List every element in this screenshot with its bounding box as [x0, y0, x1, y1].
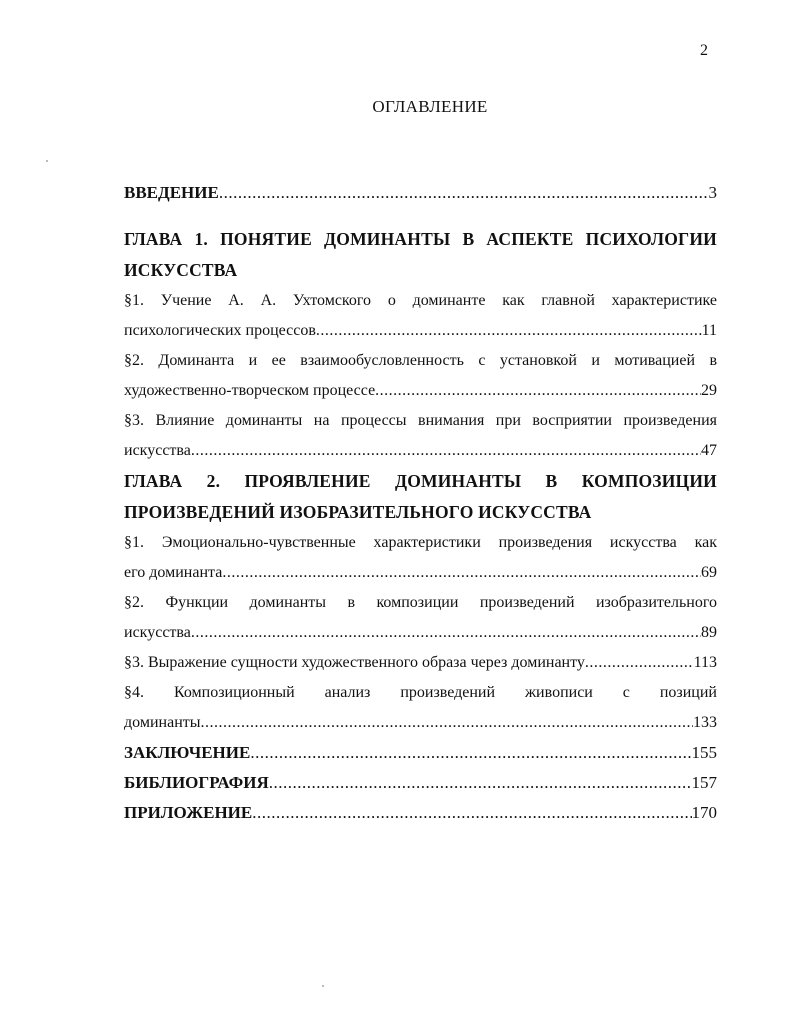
toc-entry-page: 157 [691, 773, 717, 792]
toc-entry-label: художественно-творческом процессе [124, 382, 376, 399]
toc-section-1-1-line-1: §1. Учение А. А. Ухтомского о доминанте как главной характеристике [124, 292, 717, 309]
toc-entry-appendix [124, 798, 717, 828]
toc-entry-label: БИБЛИОГРАФИЯ [124, 773, 269, 792]
toc-entry-bibliography [124, 768, 717, 798]
toc-entry-label: §3. Выражение сущности художественного образа через доминанту [124, 654, 585, 671]
toc-section-2-4-line-1: §4. Композиционный анализ произведений живописи с позиций [124, 684, 717, 701]
toc-section-2-3 [124, 648, 717, 678]
toc-entry-page: 89 [701, 624, 717, 641]
dot-leader [222, 558, 701, 588]
dot-leader [252, 798, 691, 828]
chapter-1-heading-line-2: ИСКУССТВА [124, 260, 238, 280]
table-of-contents [124, 178, 717, 828]
toc-entry-label: психологических процессов [124, 322, 316, 339]
toc-entry-intro [124, 178, 717, 208]
toc-entry-page: 113 [693, 654, 717, 671]
chapter-1-heading-line-1: ГЛАВА 1. ПОНЯТИЕ ДОМИНАНТЫ В АСПЕКТЕ ПСИХОЛОГИИ [124, 229, 717, 249]
toc-entry-label: его доминанта [124, 564, 223, 581]
scan-speck [46, 160, 48, 162]
toc-entry-label: ЗАКЛЮЧЕНИЕ [124, 743, 251, 762]
toc-section-1-1-line-2 [124, 316, 717, 346]
toc-section-1-2-line-1: §2. Доминанта и ее взаимообусловленность с установкой и мотивацией в [124, 352, 717, 369]
toc-section-1-2-line-2 [124, 376, 717, 406]
toc-entry-label: искусства [124, 442, 191, 459]
toc-section-2-4-line-2 [124, 708, 717, 738]
toc-entry-page: 170 [691, 803, 717, 822]
toc-entry-label: искусства [124, 624, 191, 641]
page-title: ОГЛАВЛЕНИЕ [372, 97, 488, 116]
toc-section-1-3-line-1: §3. Влияние доминанты на процессы внимания при восприятии произведения [124, 412, 717, 429]
toc-section-2-1-line-1: §1. Эмоционально-чувственные характеристики произведения искусства как [124, 534, 717, 551]
toc-entry-page: 11 [701, 322, 717, 339]
page-number: 2 [700, 42, 708, 59]
scan-speck [322, 985, 324, 987]
dot-leader [585, 648, 694, 678]
dot-leader [191, 618, 701, 648]
toc-entry-page: 3 [708, 183, 717, 202]
toc-section-2-1-line-2 [124, 558, 717, 588]
toc-section-2-2-line-1: §2. Функции доминанты в композиции произведений изобразительного [124, 594, 717, 611]
toc-entry-label: доминанты [124, 714, 201, 731]
chapter-2-heading-line-1: ГЛАВА 2. ПРОЯВЛЕНИЕ ДОМИНАНТЫ В КОМПОЗИЦИИ [124, 471, 717, 491]
dot-leader [375, 376, 701, 406]
toc-entry-label: ПРИЛОЖЕНИЕ [124, 803, 253, 822]
toc-entry-conclusion [124, 738, 717, 768]
toc-entry-page: 133 [693, 714, 717, 731]
toc-entry-page: 47 [701, 442, 717, 459]
toc-entry-label: ВВЕДЕНИЕ [124, 183, 219, 202]
dot-leader [316, 316, 702, 346]
toc-entry-page: 69 [701, 564, 717, 581]
toc-entry-page: 29 [701, 382, 717, 399]
dot-leader [191, 436, 701, 466]
dot-leader [219, 178, 709, 208]
toc-section-2-2-line-2 [124, 618, 717, 648]
dot-leader [250, 738, 691, 768]
dot-leader [201, 708, 694, 738]
chapter-2-heading-line-2: ПРОИЗВЕДЕНИЙ ИЗОБРАЗИТЕЛЬНОГО ИСКУССТВА [124, 502, 592, 522]
toc-entry-page: 155 [691, 743, 717, 762]
toc-section-1-3-line-2 [124, 436, 717, 466]
dot-leader [269, 768, 692, 798]
